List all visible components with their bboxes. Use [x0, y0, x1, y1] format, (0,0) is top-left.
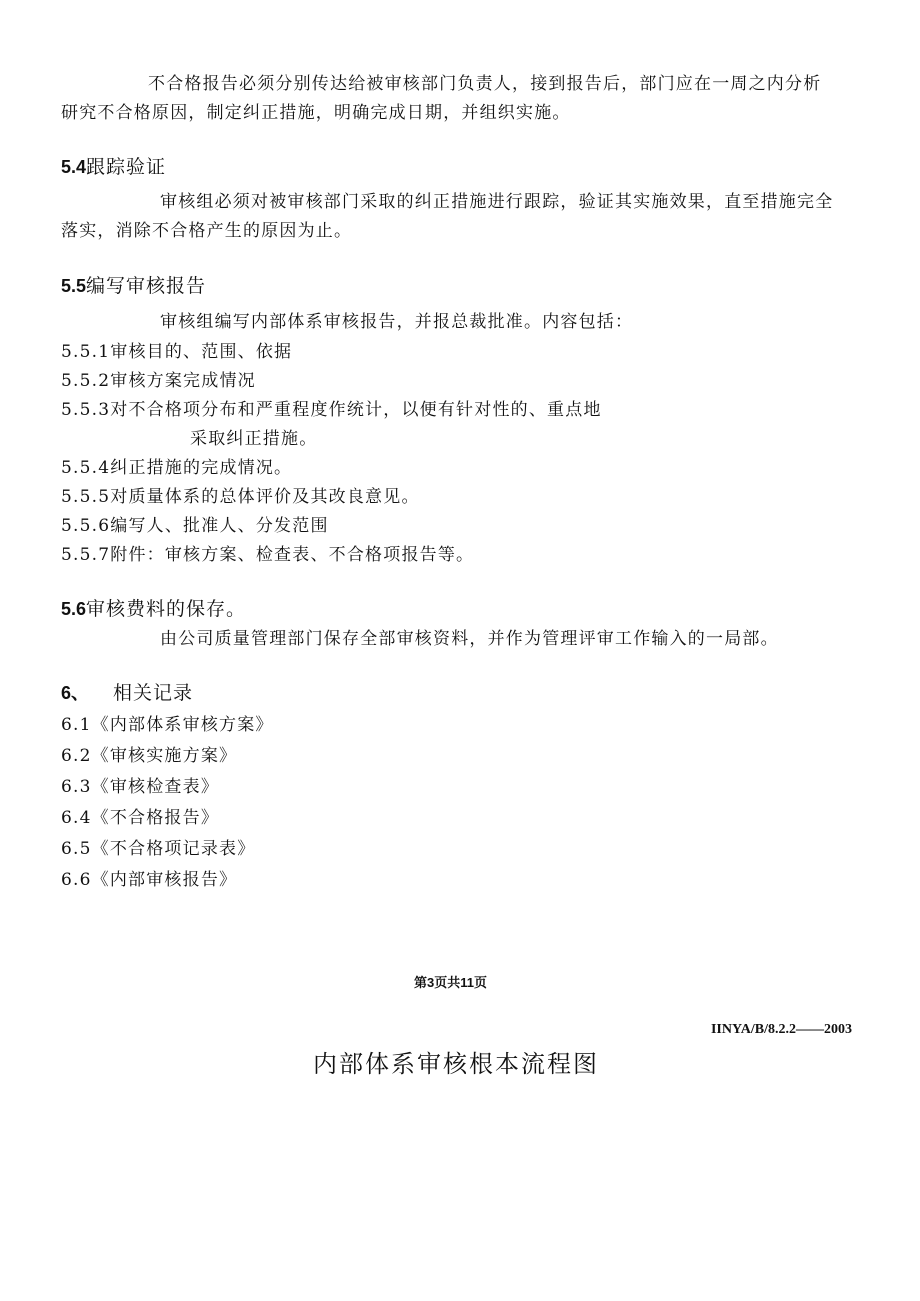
section-5-4-line-2: 落实，消除不合格产生的原因为止。 — [61, 221, 353, 241]
section-6-heading — [61, 678, 193, 705]
list-item: 5.5.2审核方案完成情况 — [61, 371, 256, 391]
list-item: 6.2《审核实施方案》 — [61, 746, 238, 766]
list-item: 5.5.5对质量体系的总体评价及其改良意见。 — [61, 487, 420, 507]
list-item: 5.5.1审核目的、范围、依据 — [61, 342, 293, 362]
section-5-4-title: 跟踪验证 — [86, 156, 167, 178]
list-item: 5.5.7附件：审核方案、检查表、不合格项报告等。 — [61, 545, 475, 565]
list-item: 6.1《内部体系审核方案》 — [61, 715, 274, 735]
section-5-5-title: 编写审核报告 — [86, 275, 207, 297]
section-5-5-number: 5.5 — [61, 276, 87, 296]
page-footer: 第3页共11页 — [414, 975, 487, 990]
section-6-number: 6、 — [61, 683, 90, 703]
list-item: 5.5.4纠正措施的完成情况。 — [61, 458, 293, 478]
document-number: IINYA/B/8.2.2——2003 — [710, 1022, 852, 1037]
list-item: 6.4《不合格报告》 — [61, 808, 220, 828]
section-5-4-heading — [61, 152, 166, 179]
section-5-5-heading — [61, 271, 206, 298]
section-5-5-intro: 审核组编写内部体系审核报告，并报总裁批准。内容包括： — [160, 312, 634, 332]
list-item: 5.5.6编写人、批准人、分发范围 — [61, 516, 329, 536]
intro-line-2: 研究不合格原因，制定纠正措施，明确完成日期，并组织实施。 — [61, 103, 571, 123]
section-5-4-line-1: 审核组必须对被审核部门采取的纠正措施进行跟踪，验证其实施效果，直至措施完全 — [160, 192, 834, 212]
intro-line-1: 不合格报告必须分别传达给被审核部门负责人，接到报告后，部门应在一周之内分析 — [148, 74, 822, 94]
section-5-6-title: 审核费料的保存。 — [86, 598, 247, 620]
section-5-4-number: 5.4 — [61, 157, 87, 177]
section-5-6-line-1: 由公司质量管理部门保存全部审核资料，并作为管理评审工作输入的一局部。 — [160, 629, 779, 649]
section-5-6-number: 5.6 — [61, 599, 87, 619]
list-item: 6.3《审核检查表》 — [61, 777, 220, 797]
list-item: 6.5《不合格项记录表》 — [61, 839, 256, 859]
section-6-title: 相关记录 — [113, 682, 194, 704]
list-item: 5.5.3对不合格项分布和严重程度作统计，以便有针对性的、重点地 — [61, 400, 602, 420]
list-item: 6.6《内部审核报告》 — [61, 870, 238, 890]
list-item-continuation: 采取纠正措施。 — [190, 429, 318, 449]
page-title: 内部体系审核根本流程图 — [313, 1050, 599, 1078]
section-5-6-heading — [61, 594, 246, 621]
